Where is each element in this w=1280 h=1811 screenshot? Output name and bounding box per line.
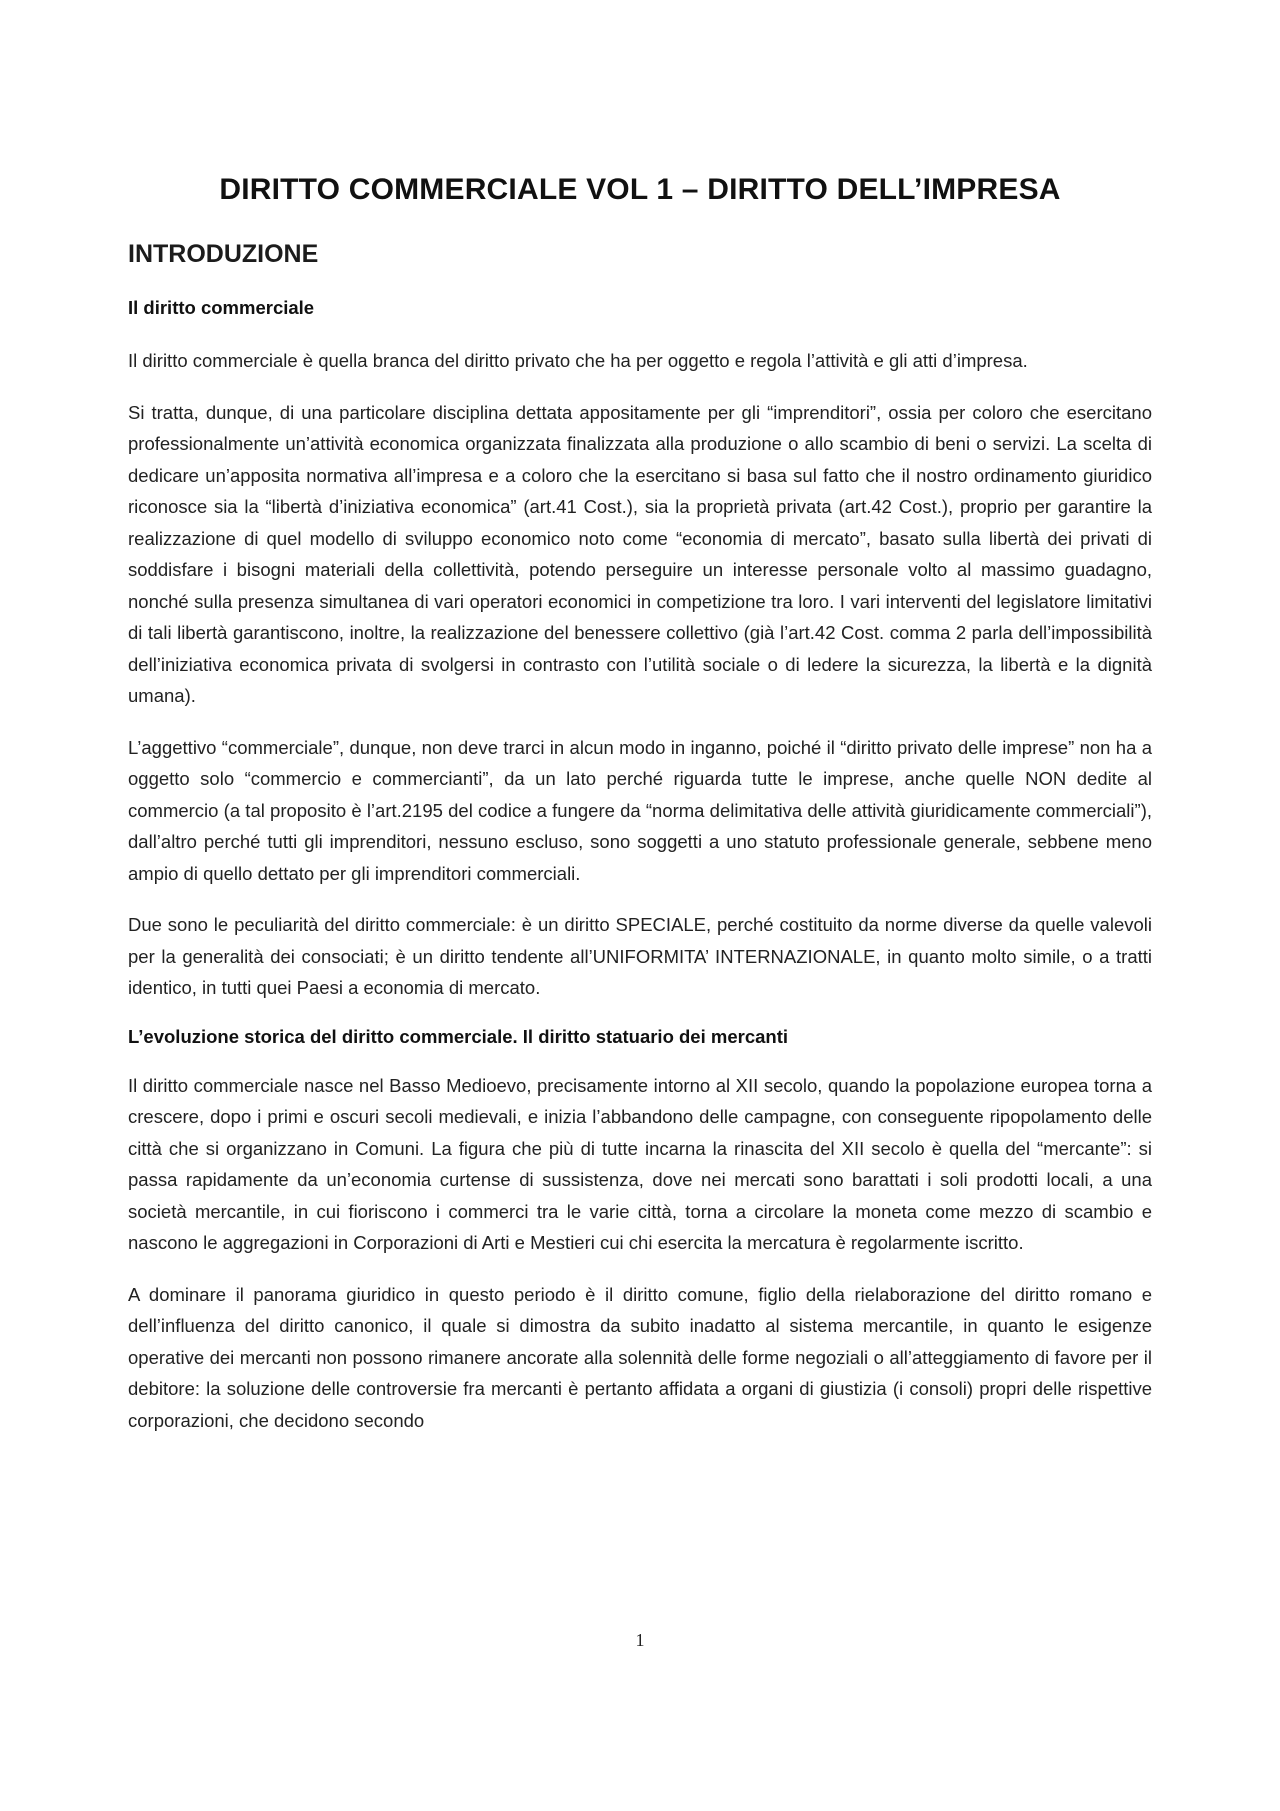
page-content: [128, 170, 1152, 1436]
paragraph: Il diritto commerciale nasce nel Basso Medioevo, precisamente intorno al XII secolo, quando la popolazione europea torna a crescere, dopo i primi e oscuri secoli medievali, e inizia l’abbandono delle campagne, con conseguente ripopolamento delle città che si organizzano in Comuni. La figura che più di tutte incarna la rinascita del XII secolo è quella del “mercante”: si passa rapidamente da un’economia curtense di sussistenza, dove nei mercati sono barattati i soli prodotti locali, a una società mercantile, in cui fioriscono i commerci tra le varie città, torna a circolare la moneta come mezzo di scambio e nascono le aggregazioni in Corporazioni di Arti e Mestieri cui chi esercita la mercatura è regolarmente iscritto.: [128, 1074, 1152, 1253]
paragraph: A dominare il panorama giuridico in questo periodo è il diritto comune, figlio della rielaborazione del diritto romano e dell’influenza del diritto canonico, il quale si dimostra da subito inadatto al sistema mercantile, in quanto le esigenze operative dei mercanti non possono rimanere ancorate alla solennità delle forme negoziali o all’atteggiamento di favore per il debitore: la soluzione delle controversie fra mercanti è pertanto affidata a organi di giustizia (i consoli) propri delle rispettive corporazioni, che decidono secondo: [128, 1283, 1152, 1431]
page-number: 1: [635, 1630, 645, 1650]
paragraph: L’aggettivo “commerciale”, dunque, non deve trarci in alcun modo in inganno, poiché il “diritto privato delle imprese” non ha a oggetto solo “commercio e commercianti”, da un lato perché riguarda tutte le imprese, anche quelle NON dedite al commercio (a tal proposito è l’art.2195 del codice a fungere da “norma delimitativa delle attività giuridicamente commerciali”), dall’altro perché tutti gli imprenditori, nessuno escluso, sono soggetti a uno statuto professionale generale, sebbene meno ampio di quello dettato per gli imprenditori commerciali.: [128, 736, 1152, 884]
subsection-heading-evoluzione-storica: L’evoluzione storica del diritto commerciale. Il diritto statuario dei mercanti: [128, 1025, 788, 1047]
paragraph: Due sono le peculiarità del diritto commerciale: è un diritto SPECIALE, perché costituito da norme diverse da quelle valevoli per la generalità dei consociati; è un diritto tendente all’UNIFORMITA’ INTERNAZIONALE, in quanto molto simile, o a tratti identico, in tutti quei Paesi a economia di mercato.: [128, 914, 1152, 998]
subsection-heading-diritto-commerciale: Il diritto commerciale: [128, 297, 315, 318]
paragraph: Si tratta, dunque, di una particolare disciplina dettata appositamente per gli “imprenditori”, ossia per coloro che esercitano professionalmente un’attività economica organizzata finalizzata alla produzione o allo scambio di beni o servizi. La scelta di dedicare un’apposita normativa all’impresa e a coloro che la esercitano si basa sul fatto che il nostro ordinamento giuridico riconosce sia la “libertà d’iniziativa economica” (art.41 Cost.), sia la proprietà privata (art.42 Cost.), proprio per garantire la realizzazione di quel modello di sviluppo economico noto come “economia di mercato”, basato sulla libertà dei privati di soddisfare i bisogni materiali della collettività, potendo perseguire un interesse personale volto al massimo guadagno, nonché sulla presenza simultanea di vari operatori economici in competizione tra loro. I vari interventi del legislatore limitativi di tali libertà garantiscono, inoltre, la realizzazione del benessere collettivo (già l’art.42 Cost. comma 2 parla dell’impossibilità dell’iniziativa economica privata di svolgersi in contrasto con l’utilità sociale o di ledere la sicurezza, la libertà e la dignità umana).: [128, 401, 1152, 706]
paragraph: Il diritto commerciale è quella branca del diritto privato che ha per oggetto e regola l’attività e gli atti d’impresa.: [128, 350, 1028, 371]
document-title: DIRITTO COMMERCIALE VOL 1 – DIRITTO DELL’IMPRESA: [219, 173, 1061, 206]
section-title: INTRODUZIONE: [128, 240, 319, 268]
